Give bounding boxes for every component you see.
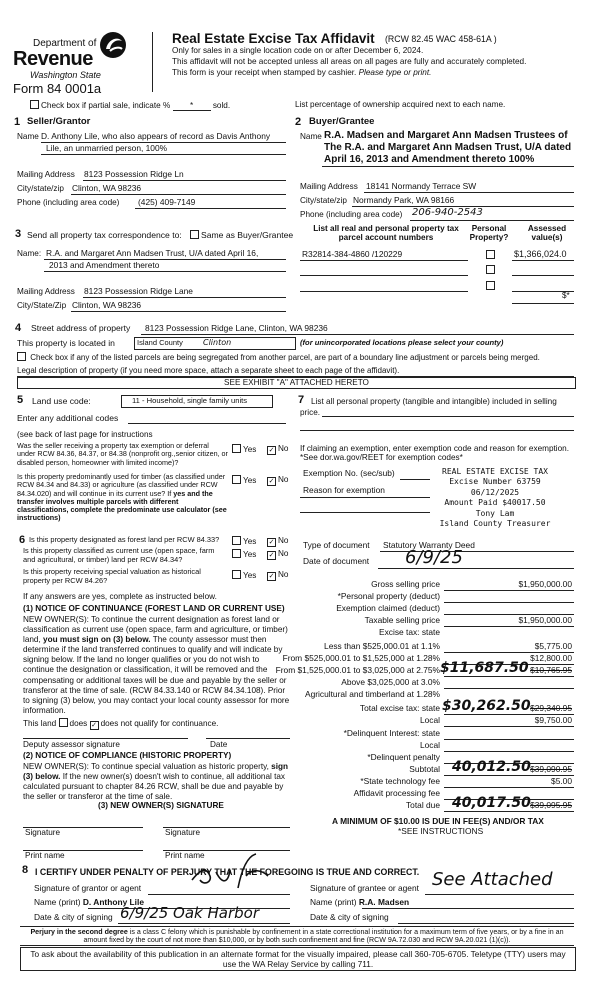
section-6-number: 6 <box>19 534 26 546</box>
local2-label: Local <box>419 740 440 750</box>
exemption-deduct-label: Exemption claimed (deduct) <box>336 603 440 613</box>
exemption-intro: If claiming an exemption, enter exemption code and reason for exemption. *See dor.wa.gov/REET for exemption codes* <box>300 444 569 463</box>
section-5-number: 5 <box>17 394 24 406</box>
grantor-date-city[interactable]: 6/9/25 Oak Harbor <box>120 904 260 922</box>
taxable-label: Taxable selling price <box>364 615 440 625</box>
does-not-checkbox[interactable]: ✓ <box>91 722 97 729</box>
minimum-due-note: A MINIMUM OF $10.00 IS DUE IN FEE(S) AND/OR TAX <box>332 816 544 826</box>
same-as-buyer: Same as Buyer/Grantee <box>190 230 293 241</box>
corr-city[interactable]: Clinton, WA 98236 <box>72 300 142 310</box>
seller-name-label: Name <box>17 132 39 141</box>
located-note: (for unincorporated locations please select your county) <box>300 338 504 347</box>
gross-value[interactable]: $1,950,000.00 <box>518 579 572 589</box>
notice1-body: NEW OWNER(S): To continue the current designation as forest land or classification as current use (open space, farm and agriculture, or timber) land, you must sign on (3) below. The county assessor must then determine if the land transferred continues to qualify and will indicate by signing below. If the land no longer qualifies or you do not wish to continue the designation or classification, it will be removed and the compensating or additional taxes will be due and payable by the seller or transferor at the time of sale. (RCW 84.33.140 or RCW 84.34.108). Prior to signing (3) below, you may contact your local county assessor for more information. <box>23 615 290 715</box>
total-state-struck: $29,340.95 <box>530 703 572 713</box>
affidavit-fee-label: Affidavit processing fee <box>353 788 440 798</box>
delinquent-penalty-label: *Delinquent penalty <box>367 752 440 762</box>
section-4-number: 4 <box>15 322 22 334</box>
buyer-name-line3[interactable]: April 16, 2013 and Amendment thereto 100% <box>324 154 535 165</box>
parcel-row2-personal[interactable] <box>486 265 497 275</box>
section-7-number: 7 <box>298 394 305 406</box>
personal-deduct-label: *Personal property (deduct) <box>337 591 440 601</box>
see-instructions-note: *SEE INSTRUCTIONS <box>398 826 484 836</box>
seller-phone[interactable]: (425) 409-7149 <box>138 197 196 207</box>
parcel-row3-personal[interactable] <box>486 281 497 291</box>
does-checkbox[interactable] <box>59 718 68 727</box>
document-date[interactable]: 6/9/25 <box>405 547 463 568</box>
correspondence-label: Send all property tax correspondence to: <box>27 230 182 240</box>
perjury-notice: Perjury in the second degree is a class C felony which is punishable by confinement in a state correctional institution for a maximum term of five years, or by a fine in an amount fixed by the court of not more than $10,000, or by both such confinement and fine (RCW 9A.72.030 and RCW 9A.20.021 (1)(c)). <box>20 926 574 946</box>
exemption-reason-label: Reason for exemption <box>303 485 385 495</box>
document-type[interactable]: Statutory Warranty Deed <box>383 540 475 550</box>
answers-intro: If any answers are yes, complete as instructed below. <box>23 592 217 601</box>
land-use-q2: Is this property predominantly used for timber (as classified under RCW 84.34 and 84.33) or agriculture (as classified under RCW 84.34.020) and will continue in its current use? If yes and the transfer involves multiple parcels with different classifications, complete the predominate use calculator (see instructions) <box>17 472 227 523</box>
segregation-row: Check box if any of the listed parcels are being segregated from another parcel, are part of a boundary line adjustment or parcels being merged. <box>17 352 540 362</box>
notice1-title: (1) NOTICE OF CONTINUANCE (FOREST LAND OR CURRENT USE) <box>23 604 285 613</box>
local-label: Local <box>419 715 440 725</box>
new-owner-print-2[interactable]: Print name <box>165 851 205 860</box>
legal-label: Legal description of property (if you need more space, attach a separate sheet to each page of the affidavit). <box>17 366 400 375</box>
header-note3: This form is your receipt when stamped by cashier. Please type or print. <box>172 68 432 77</box>
continuance-row: This land does ✓ does not qualify for continuance. <box>23 719 219 729</box>
parcel-row1-value[interactable]: $1,366,024.0 <box>514 249 567 259</box>
partial-sale-checkbox[interactable] <box>30 100 39 109</box>
seller-heading: Seller/Grantor <box>27 116 91 127</box>
buyer-heading: Buyer/Grantee <box>309 116 375 127</box>
notice2-body: NEW OWNER(S): To continue special valuation as historic property, sign (3) below. If the new owner(s) doesn't wish to continue, all additional tax calculated pursuant to chapter 84.26 RCW, shall be due and payable by the seller or transferor at the time of sale. <box>23 762 288 802</box>
parcels-header-col2: Personal Property? <box>469 224 509 243</box>
corr-name-line1[interactable]: R.A. and Margaret Ann Madsen Trust, U/A dated April 16, <box>46 248 259 258</box>
subtotal-label: Subtotal <box>409 764 440 774</box>
form-title: Real Estate Excise Tax Affidavit <box>172 31 375 46</box>
section-1-number: 1 <box>14 116 21 128</box>
subtotal-handwritten[interactable]: 40,012.50 <box>452 759 531 775</box>
same-as-buyer-checkbox[interactable] <box>190 230 199 239</box>
corr-mailing[interactable]: 8123 Possession Ridge Lane <box>84 286 193 296</box>
document-date-label: Date of document <box>303 556 370 566</box>
land-use-label: Land use code: <box>32 396 91 406</box>
gross-label: Gross selling price <box>371 579 440 589</box>
buyer-name-line1[interactable]: R.A. Madsen and Margaret Ann Madsen Trustees of <box>324 130 568 141</box>
form-title-ref: (RCW 82.45 WAC 458-61A ) <box>385 34 497 44</box>
buyer-mailing-label: Mailing Address <box>300 182 358 191</box>
new-owner-signature-2[interactable]: Signature <box>165 828 201 837</box>
q2-yes[interactable]: Yes <box>232 475 256 485</box>
corr-city-label: City/State/Zip <box>17 301 67 310</box>
tier3-struck: $10,765.95 <box>530 665 572 675</box>
corr-name-line2[interactable]: 2013 and Amendment thereto <box>49 260 160 270</box>
forest-q3-no[interactable]: ✓ No <box>268 570 289 580</box>
notice2-title: (2) NOTICE OF COMPLIANCE (HISTORIC PROPERTY) <box>23 751 232 760</box>
see-back-note: (see back of last page for instructions <box>17 430 153 439</box>
seller-mailing[interactable]: 8123 Possession Ridge Ln <box>84 169 184 179</box>
forest-q2-no[interactable]: ✓ No <box>268 549 289 559</box>
accessibility-notice: To ask about the availability of this publication in an alternate format for the visually impaired, please call 360-705-6705. Teletype (TTY) users may use the WA Relay Service by calling 711. <box>20 947 576 971</box>
buyer-phone[interactable]: 206-940-2543 <box>412 207 483 218</box>
tier2-label: From $525,000.01 to $1,525,000 at 1.28% <box>282 653 440 663</box>
seller-name-line1[interactable]: D. Anthony Lile, who also appears of record as Davis Anthony <box>41 131 271 141</box>
grantor-name[interactable]: D. Anthony Lile <box>82 897 144 907</box>
parcel-row1-number[interactable]: R32814-384-4860 /120229 <box>302 249 403 259</box>
excise-state-label: Excise tax: state <box>379 627 440 637</box>
delinquent-interest-label: *Delinquent Interest: state <box>343 728 440 738</box>
buyer-name-label: Name <box>300 132 322 141</box>
header-divider <box>152 32 153 92</box>
parcels-header-col3: Assessed value(s) <box>527 224 567 243</box>
total-state-handwritten[interactable]: $30,262.50 <box>442 698 531 714</box>
partial-sale-row: Check box if partial sale, indicate % * sold. <box>30 100 230 111</box>
total-due-handwritten[interactable]: 40,017.50 <box>452 795 531 811</box>
tier1-value[interactable]: $5,775.00 <box>534 641 572 651</box>
total-due-label: Total due <box>406 800 440 810</box>
forest-q1-no[interactable]: ✓ No <box>268 536 289 546</box>
local-value[interactable]: $9,750.00 <box>534 715 572 725</box>
grantee-name[interactable]: R.A. Madsen <box>358 897 410 907</box>
header-note2: This affidavit will not be accepted unless all areas on all pages are fully and accurately completed. <box>172 57 527 66</box>
buyer-city-label: City/state/zip <box>300 196 347 205</box>
county-select[interactable]: Island County Clinton <box>134 337 296 350</box>
personal-property-text-a: List all personal property (tangible and intangible) included in selling <box>311 397 557 406</box>
land-use-select[interactable]: 11 - Household, single family units <box>121 395 273 408</box>
forest-q3: Is this property receiving special valuation as historical property per RCW 84.26? <box>23 567 201 585</box>
grantee-name-row: Name (print) R.A. Madsen <box>310 897 410 907</box>
exemption-no-label: Exemption No. (sec/sub) <box>303 468 395 478</box>
q1-no[interactable]: ✓ No <box>268 444 289 454</box>
segregation-checkbox[interactable] <box>17 352 26 361</box>
tier2-value[interactable]: $12,800.00 <box>530 653 572 663</box>
forest-q3-yes[interactable]: Yes <box>232 570 256 580</box>
agency-line3: Washington State <box>30 70 101 80</box>
agency-line2: Revenue <box>13 48 93 70</box>
form-number: Form 84 0001a <box>13 81 102 96</box>
seller-mailing-label: Mailing Address <box>17 170 75 179</box>
seller-city[interactable]: Clinton, WA 98236 <box>72 183 142 193</box>
q1-yes[interactable]: Yes <box>232 444 256 454</box>
new-owner-print-1[interactable]: Print name <box>25 851 65 860</box>
forest-q2-yes[interactable]: Yes <box>232 549 256 559</box>
buyer-city[interactable]: Normandy Park, WA 98166 <box>353 195 455 205</box>
tech-fee-label: *State technology fee <box>360 776 440 786</box>
ownership-note: List percentage of ownership acquired next to each name. <box>295 100 506 109</box>
seller-name-line2[interactable]: Lile, an unmarried person, 100% <box>46 143 168 153</box>
dor-logo-icon <box>98 30 128 60</box>
agency-line1: Department of <box>33 38 97 49</box>
corr-mailing-label: Mailing Address <box>17 287 75 296</box>
tier3-label: From $1,525,000.01 to $3,025,000 at 2.75% <box>275 665 440 675</box>
grantor-signature-label: Signature of grantor or agent <box>34 883 142 893</box>
document-type-label: Type of document <box>303 540 370 550</box>
parcels-header-col1: List all real and personal property tax parcel account numbers <box>313 224 459 243</box>
partial-sale-percent[interactable]: * <box>173 101 211 111</box>
parcel-row1-personal[interactable] <box>486 250 497 260</box>
seller-city-label: City/state/zip <box>17 184 64 193</box>
tier3-handwritten[interactable]: $11,687.50 <box>440 660 529 676</box>
taxable-value[interactable]: $1,950,000.00 <box>518 615 572 625</box>
deputy-date-label: Date <box>210 740 228 749</box>
personal-property-text-b: price. <box>300 408 321 417</box>
forest-q1: Is this property designated as forest land per RCW 84.33? <box>29 535 220 544</box>
section-3-number: 3 <box>15 228 22 240</box>
total-due-struck: $39,095.95 <box>530 800 572 810</box>
tier1-label: Less than $525,000.01 at 1.1% <box>324 641 440 651</box>
seller-phone-label: Phone (including area code) <box>17 198 120 207</box>
forest-q1-yes[interactable]: Yes <box>232 536 256 546</box>
tech-fee-value[interactable]: $5.00 <box>551 776 572 786</box>
street-label: Street address of property <box>31 323 131 333</box>
additional-codes-label: Enter any additional codes <box>17 413 119 423</box>
total-state-label: Total excise tax: state <box>359 703 440 713</box>
deputy-signature-label: Deputy assessor signature <box>23 740 120 749</box>
q2-no[interactable]: ✓ No <box>268 475 289 485</box>
buyer-mailing[interactable]: 18141 Normandy Terrace SW <box>366 181 477 191</box>
buyer-phone-label: Phone (including area code) <box>300 210 403 219</box>
section-8-number: 8 <box>22 864 29 876</box>
forest-q2: Is this property classified as current use (open space, farm and agricultural, or timber) land per RCW 84.34? <box>23 546 215 564</box>
buyer-name-line2[interactable]: The R.A. and Margaret Ann Madsen Trust, U/A dated <box>324 142 572 153</box>
notice3-title: (3) NEW OWNER(S) SIGNATURE <box>98 801 224 810</box>
tier5-label: Agricultural and timberland at 1.28% <box>304 689 440 699</box>
grantee-signature-label: Signature of grantee or agent <box>310 883 419 893</box>
tier4-label: Above $3,025,000 at 3.0% <box>341 677 440 687</box>
treasurer-stamp: REAL ESTATE EXCISE TAX Excise Number 63759 06/12/2025 Amount Paid $40017.50 Tony Lam Island County Treasurer <box>439 467 551 529</box>
grantor-name-row: Name (print) D. Anthony Lile <box>34 897 144 907</box>
located-label: This property is located in <box>17 338 115 348</box>
grantee-signature[interactable]: See Attached <box>432 869 553 890</box>
corr-name-label: Name: <box>17 249 42 258</box>
legal-description[interactable]: SEE EXHIBIT "A" ATTACHED HERETO <box>17 377 576 389</box>
grantee-date-label: Date & city of signing <box>310 912 389 922</box>
new-owner-signature-1[interactable]: Signature <box>25 828 61 837</box>
grantor-date-label: Date & city of signing <box>34 912 113 922</box>
land-use-q1: Was the seller receiving a property tax exemption or deferral under RCW 84.36, 84.37, or 84.38 (nonprofit org.,senior citizen, or disabled person, homeowner with limited income)? <box>17 441 228 467</box>
parcel-total-mark: $* <box>562 291 570 300</box>
property-street[interactable]: 8123 Possession Ridge Lane, Clinton, WA 98236 <box>145 323 328 333</box>
subtotal-struck: $39,090.95 <box>530 764 572 774</box>
section-2-number: 2 <box>295 116 302 128</box>
certify-statement: I CERTIFY UNDER PENALTY OF PERJURY THAT THE FOREGOING IS TRUE AND CORRECT. <box>35 867 420 877</box>
grantor-signature[interactable] <box>186 848 276 894</box>
header-note1: Only for sales in a single location code on or after December 6, 2024. <box>172 46 424 55</box>
